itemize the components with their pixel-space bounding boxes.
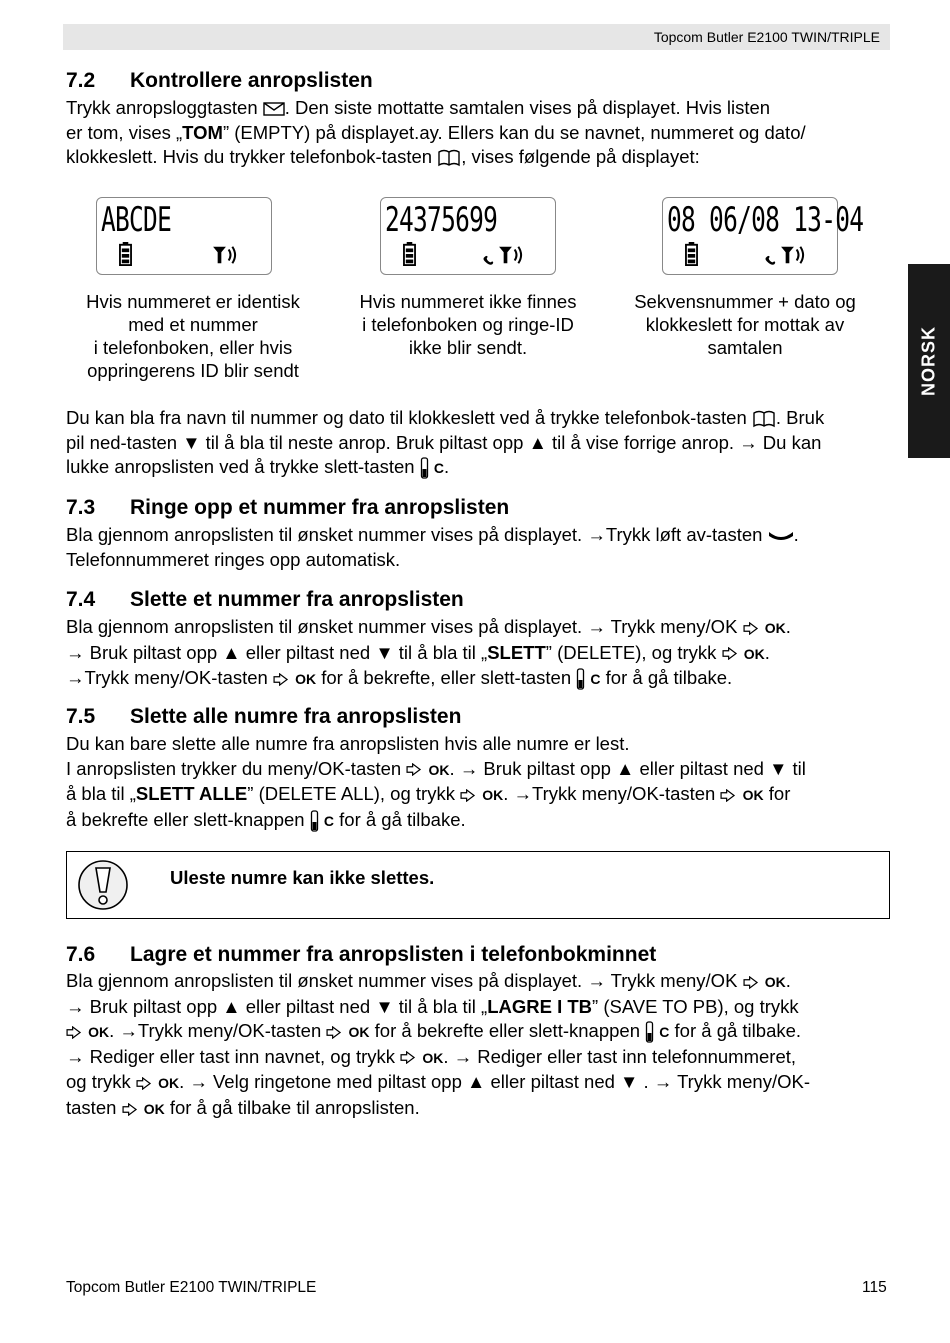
note-text: Uleste numre kan ikke slettes. [170,867,435,888]
display-caption: Hvis nummeret ikke finnes i telefonboken og ringe-ID ikke blir sendt. [359,291,577,358]
section-7-2-text: Trykk anropsloggtasten . Den siste mottatte samtalen vises på displayet. Hvis listen er tom, vises „TOM” (EMPTY) på displayet.ay. Ellers kan du se navnet, nummeret og dato/ klokkeslett. Hvis du trykker telefonbok-tasten , vises følgende på displayet: [66,97,806,168]
section-heading-7-4: 7.4 Slette et nummer fra anropslisten [66,588,464,611]
off-hook-icon [768,530,794,542]
menu-ok-icon [400,1051,417,1064]
lcd-display-number [380,197,556,275]
section-7-3-text: Bla gjennom anropslisten til ønsket nummer vises på displayet. →Trykk løft av-tasten . Telefonnummeret ringes opp automatisk. [66,524,799,570]
header-title: Topcom Butler E2100 TWIN/TRIPLE [653,29,880,45]
menu-ok-icon [460,789,477,802]
phonebook-icon [437,149,461,167]
menu-ok-icon [66,1026,83,1039]
phonebook-icon [752,410,776,428]
lcd-text: ABCDE [101,200,172,240]
menu-ok-icon [326,1026,343,1039]
page-header [63,24,890,50]
display-caption: Hvis nummeret er identisk med et nummer i telefonboken, eller hvis oppringerens ID blir sendt [86,291,300,381]
battery-icon [685,242,698,266]
delete-key-icon [420,457,429,479]
menu-ok-icon [406,763,423,776]
menu-ok-icon [743,976,760,989]
phone-icon [483,254,496,267]
lcd-text: 08 06/08 13-04 [667,200,864,240]
section-7-6-text: Bla gjennom anropslisten til ønsket nummer vises på displayet. → Trykk meny/OK OK. → Bruk piltast opp ▲ eller piltast ned ▼ til å bla til „LAGRE I TB” (SAVE TO PB), og trykk OK. →Trykk meny/OK-tasten OK for å bekrefte eller slett-knappen C for å gå tilbake. → Rediger eller tast inn navnet, og trykk OK. → Rediger eller tast inn telefonnummeret, og trykk OK. → Velg ringetone med piltast opp ▲ eller piltast ned ▼ . → Trykk meny/OK- tasten OK for å gå tilbake til anropslisten. [66,970,811,1118]
warning-icon [76,858,130,912]
lcd-text: 24375699 [385,200,498,240]
battery-icon [119,242,132,266]
section-heading-7-2: 7.2 Kontrollere anropslisten [66,69,373,92]
menu-ok-icon [743,622,760,635]
page-number: 115 [862,1279,887,1296]
antenna-icon [779,244,807,266]
menu-ok-icon [273,673,290,686]
delete-key-icon [576,668,585,690]
warning-note [66,851,890,919]
menu-ok-icon [722,647,739,660]
section-heading-7-6: 7.6 Lagre et nummer fra anropslisten i telefonbokminnet [66,943,657,966]
footer-title: Topcom Butler E2100 TWIN/TRIPLE [66,1279,317,1296]
lcd-display-name [96,197,272,275]
display-caption: Sekvensnummer + dato og klokkeslett for mottak av samtalen [634,291,856,358]
section-heading-7-3: 7.3 Ringe opp et nummer fra anropslisten [66,496,510,519]
section-7-4-text: Bla gjennom anropslisten til ønsket nummer vises på displayet. → Trykk meny/OK OK. → Bruk piltast opp ▲ eller piltast ned ▼ til å bla til „SLETT” (DELETE), og trykk OK. →Trykk meny/OK-tasten OK for å bekrefte, eller slett-tasten C for å gå tilbake. [66,615,896,692]
phone-icon [765,254,778,267]
language-tab-label: NORSK [918,325,939,397]
menu-ok-icon [122,1103,139,1116]
antenna-icon [211,244,239,266]
section-heading-7-5: 7.5 Slette alle numre fra anropslisten [66,705,462,728]
delete-key-icon [310,810,319,832]
delete-key-icon [645,1021,654,1043]
antenna-icon [497,244,525,266]
menu-ok-icon [720,789,737,802]
envelope-icon [263,102,285,116]
language-tab [908,264,950,458]
menu-ok-icon [136,1077,153,1090]
lcd-display-datetime [662,197,864,275]
navigation-text: Du kan bla fra navn til nummer og dato til klokkeslett ved å trykke telefonbok-tasten . Bruk pil ned-tasten ▼ til å bla til neste anrop. Bruk piltast opp ▲ til å vise forrige anrop. → Du kan lukke anropslisten ved å trykke slett-tasten C. [66,406,896,481]
section-7-5-text: Du kan bare slette alle numre fra anropslisten hvis alle numre er lest. I anropslisten trykker du meny/OK-tasten OK. → Bruk piltast opp ▲ eller piltast ned ▼ til å bla til „SLETT ALLE” (DELETE ALL), og trykk OK. →Trykk meny/OK-tasten OK for å bekrefte eller slett-knappen C for å gå tilbake. [66,732,896,833]
battery-icon [403,242,416,266]
